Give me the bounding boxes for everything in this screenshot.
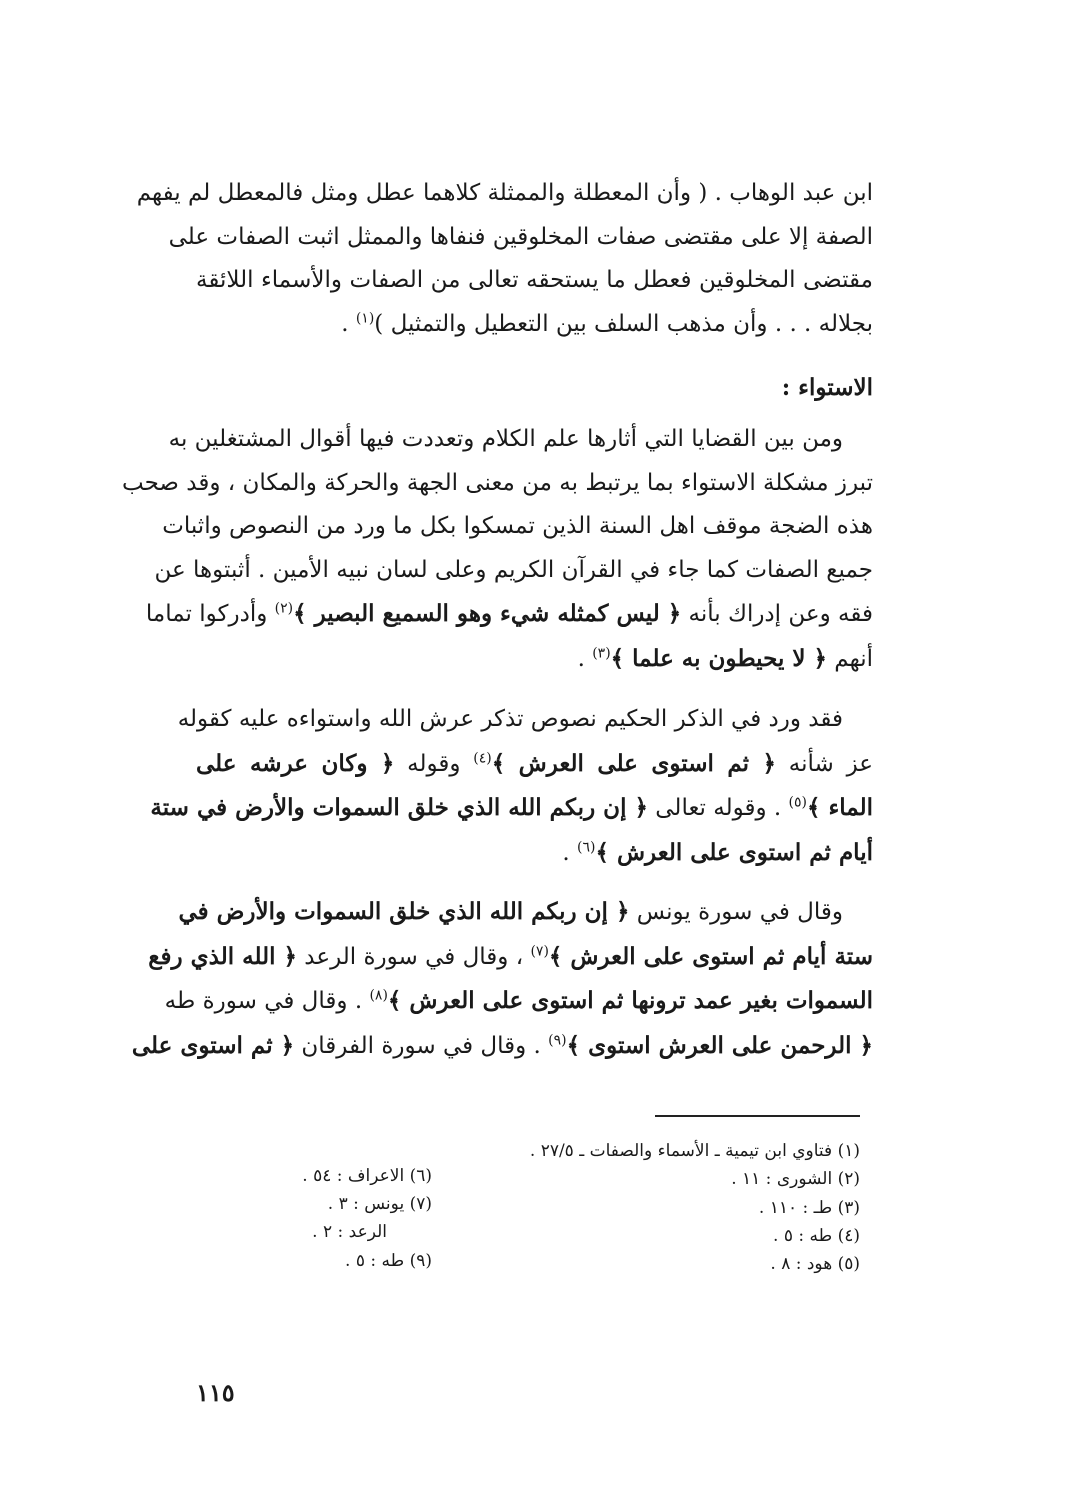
footnote-ref-1: (١): [355, 309, 375, 326]
quran-quote: الماء ﴾: [806, 794, 873, 821]
text: فقه وعن إدراك بأنه: [681, 601, 873, 627]
quran-quote: ستة أيام ثم استوى على العرش ﴾: [548, 942, 873, 970]
paragraph-4-line-1: [178, 890, 873, 935]
paragraph-2-line-6: [196, 637, 873, 682]
paragraph-3-line-1: فقد ورد في الذكر الحكيم نصوص تذكر عرش الله واستواءه عليه كقوله: [177, 706, 843, 732]
quran-quote: ﴿ إن ربكم الله الذي خلق السموات والأرض في ستة: [150, 794, 648, 821]
paragraph-1-line-3: مقتضى المخلوقين فعطل ما يستحقه تعالى من الصفات والأسماء اللائقة: [196, 267, 873, 293]
paragraph-2-line-2: تبرز مشكلة الاستواء بما يرتبط به من معنى الجهة والحركة والمكان ، وقد صحب: [122, 469, 873, 496]
footnote-8: الرعد : ٢ .: [312, 1222, 387, 1242]
paragraph-2-line-4: جميع الصفات كما جاء في القرآن الكريم وعلى لسان نبيه الأمين . أثبتوها عن: [154, 556, 873, 583]
paragraph-2-line-1: ومن بين القضايا التي أثارها علم الكلام وتعددت فيها أقوال المشتغلين به: [168, 426, 843, 452]
text: بجلاله . . . وأن مذهب السلف بين التعطيل والتمثيل ): [374, 310, 873, 337]
footnote-divider: [655, 1115, 860, 1117]
quran-quote: ﴿ وكان عرشه على: [196, 749, 395, 777]
footnote-2: (٢) الشورى : ١١ .: [731, 1169, 860, 1189]
text: وأدركوا تماما: [145, 601, 275, 627]
footnote-ref-5: (٥): [788, 794, 807, 811]
paragraph-3-line-2: [196, 742, 873, 787]
footnote-4: (٤) طه : ٥ .: [773, 1226, 860, 1246]
footnote-ref-3: (٣): [592, 644, 611, 661]
footnote-ref-9: (٩): [548, 1031, 567, 1048]
paragraph-1-line-1: ابن عبد الوهاب . ( وأن المعطلة والممثلة كلاهما عطل ومثل فالمعطل لم يفهم: [136, 180, 873, 206]
footnote-1: (١) فتاوي ابن تيمية ـ الأسماء والصفات ـ ٢٧/٥ .: [529, 1141, 860, 1161]
quran-quote: ﴿ ليس كمثله شيء وهو السميع البصير ﴾: [293, 600, 682, 627]
paragraph-4-line-3: [164, 979, 873, 1024]
quran-quote: ﴿ الرحمن على العرش استوى ﴾: [566, 1031, 873, 1059]
footnote-ref-7: (٧): [530, 942, 549, 959]
text: أنهم: [826, 645, 873, 672]
quran-quote: أيام ثم استوى على العرش ﴾: [595, 838, 873, 866]
paragraph-3-line-4: [196, 831, 873, 876]
paragraph-1-line-2: الصفة إلا على مقتضى صفات المخلوقين فنفاها والممثل اثبت الصفات على: [168, 223, 873, 250]
section-heading: الاستواء :: [781, 374, 873, 401]
text: ، وقال في سورة الرعد: [296, 943, 531, 970]
text: .: [562, 839, 577, 866]
quran-quote: ﴿ الله الذي رفع: [148, 942, 297, 970]
footnote-3: (٣) طـ : ١١٠ .: [758, 1198, 860, 1218]
text: . وقوله تعالى: [647, 795, 789, 821]
text: وقال في سورة يونس: [629, 899, 843, 925]
paragraph-4-line-2: [148, 935, 873, 980]
footnote-ref-2: (٢): [274, 600, 294, 617]
quran-quote: السموات بغير عمد ترونها ثم استوى على العرش ﴾: [387, 987, 873, 1014]
quran-quote: ﴿ ثم استوى على: [131, 1031, 295, 1059]
text: .: [577, 645, 593, 672]
footnote-ref-6: (٦): [577, 838, 596, 855]
footnote-6: (٦) الاعراف : ٥٤ .: [302, 1166, 432, 1186]
footnote-ref-4: (٤): [473, 749, 492, 766]
quran-quote: ﴿ إن ربكم الله الذي خلق السموات والأرض في: [178, 898, 630, 925]
footnote-ref-8: (٨): [369, 987, 388, 1004]
text: . وقال في سورة طه: [164, 988, 370, 1014]
text: عز شأنه: [776, 750, 873, 777]
paragraph-3-line-3: [150, 786, 873, 831]
paragraph-1: [136, 172, 873, 346]
footnote-9: (٩) طه : ٥ .: [345, 1251, 432, 1271]
footnote-5: (٥) هود : ٨ .: [770, 1254, 860, 1274]
footnote-7: (٧) يونس : ٣ .: [327, 1194, 432, 1214]
paragraph-2-line-5: [145, 592, 873, 637]
quran-quote: ﴿ لا يحيطون به علما ﴾: [610, 644, 827, 672]
text: . وقال في سورة الفرقان: [294, 1032, 549, 1059]
text: .: [341, 310, 356, 337]
paragraph-1-line-4: [196, 303, 873, 347]
paragraph-2-line-3: هذه الضجة موقف اهل السنة الذين تمسكوا بكل ما ورد من النصوص واثبات: [162, 513, 873, 539]
paragraph-4: [131, 890, 873, 1068]
page-number: ١١٥: [196, 1378, 235, 1407]
paragraph-4-line-4: [131, 1024, 873, 1069]
text: وقوله: [394, 750, 474, 777]
paragraph-3: [150, 698, 873, 875]
paragraph-2: [122, 418, 873, 681]
quran-quote: ﴿ ثم استوى على العرش ﴾: [491, 749, 776, 777]
